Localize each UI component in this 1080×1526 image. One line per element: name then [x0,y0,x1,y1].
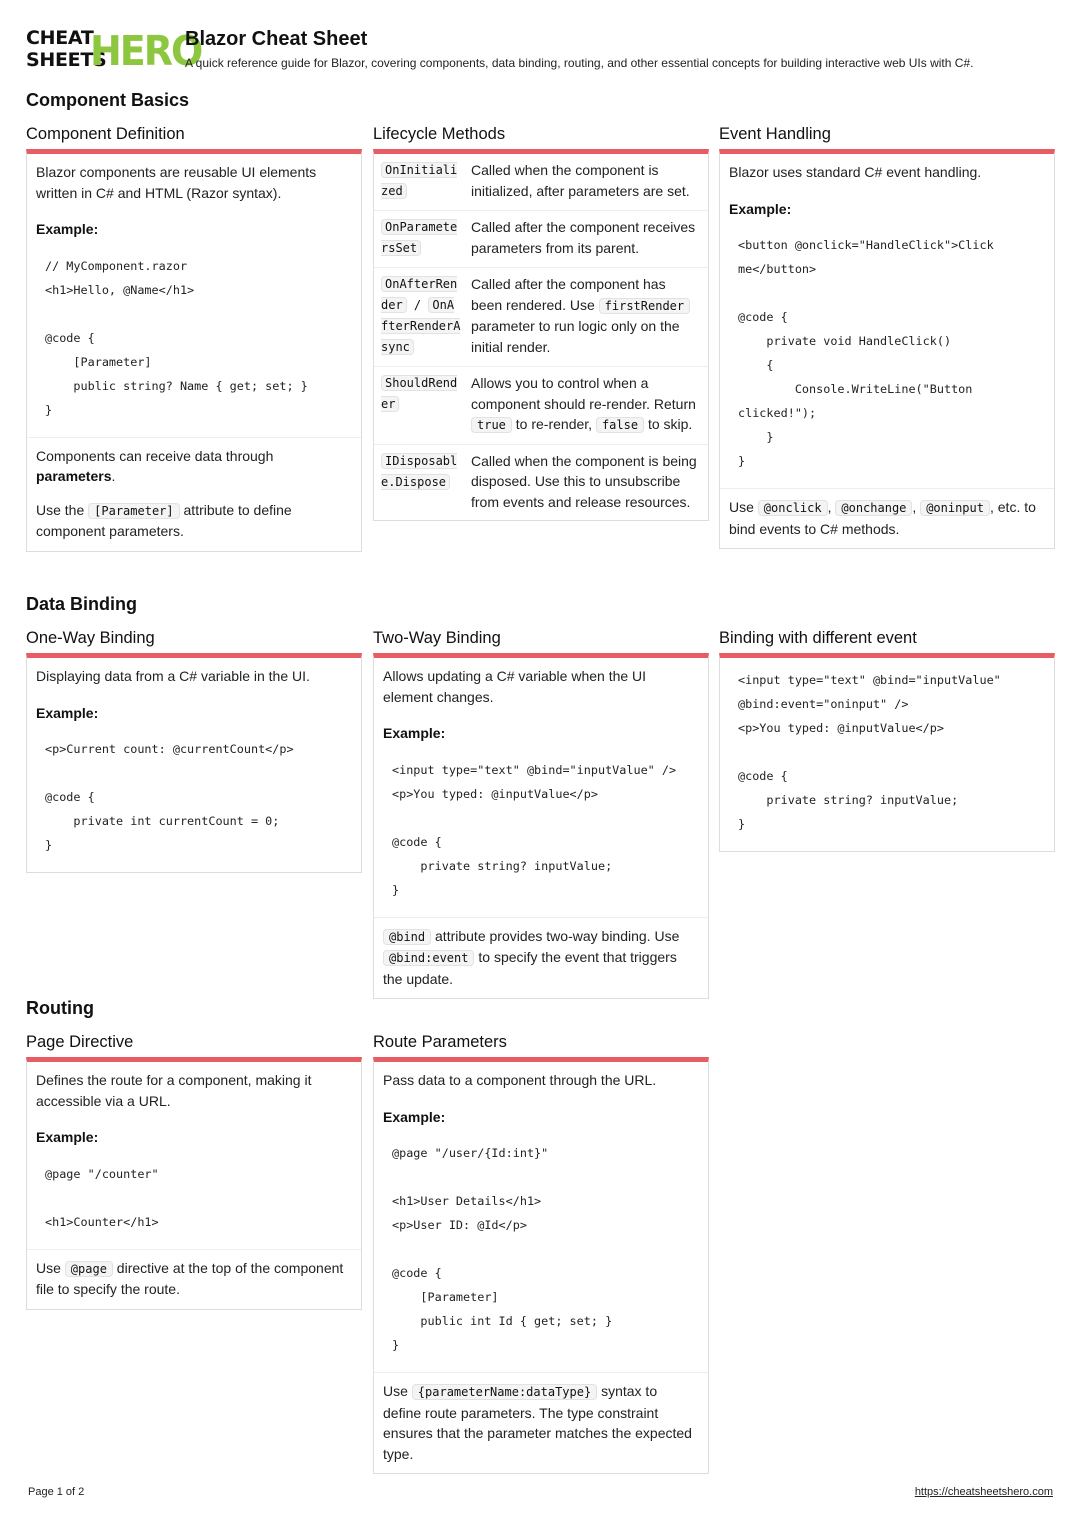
table-row: OnAfterRender / OnAfterRenderAsync Called after the component has been rendered. Use firstRender parameter to run logic only on the initial render. [374,268,708,367]
card-row [27,1250,361,1309]
table-row [374,154,708,211]
card-row [374,918,708,999]
card-title: Binding with different event [719,629,917,647]
code-block: @page "/counter" <h1>Counter</h1> [45,1166,159,1229]
card-title: Event Handling [719,125,831,143]
method-name: OnParametersSet [381,220,458,255]
card-body [26,1057,362,1310]
example-label: Example: [729,200,792,217]
card-binding-different-event [719,629,1055,852]
card-title: Component Definition [26,125,185,143]
page-description: A quick reference guide for Blazor, covering components, data binding, routing, and other essential concepts for building interactive web UIs with C#. [185,56,974,70]
table-row [374,367,708,445]
page-number: Page 1 of 2 [28,1486,85,1498]
method-description: Called after the component receives parameters from its parent. [471,219,696,256]
card-page-directive [26,1033,362,1310]
card-body [26,653,362,873]
card-event-handling [719,125,1055,549]
example-label: Example: [36,1129,99,1145]
logo-hero: HERO [90,27,202,75]
card-row [374,1373,708,1473]
card-title: Lifecycle Methods [373,125,506,143]
card-one-way-binding [26,629,362,873]
cheatsheetshero-logo[interactable] [26,27,202,75]
note-text: Use @page directive at the top of the component file to specify the route. [36,1259,344,1297]
card-route-parameters [373,1033,709,1474]
method-description: Allows you to control when a component should re-render. Return true to re-render, false to skip. [471,375,696,432]
card-title: One-Way Binding [26,629,155,647]
code-block: @page "/user/{Id:int}" <h1>User Details</h1> <p>User ID: @Id</p> @code { [Parameter] public int Id { get; set; } } [392,1146,613,1352]
card-row [720,489,1054,548]
page-header [26,24,1056,74]
card-row [374,658,708,918]
intro-text: Allows updating a C# variable when the UI element changes. [383,668,647,705]
card-component-definition [26,125,362,552]
note-text: Use @onclick , @onchange , @oninput , etc. to bind events to C# methods. [729,499,1036,537]
card-row [27,1062,361,1250]
table-row [374,211,708,268]
method-name: OnInitialized [381,163,458,198]
card-body [373,149,709,521]
code-block: <p>Current count: @currentCount</p> @code { private int currentCount = 0; } [45,742,294,852]
card-body [373,1057,709,1474]
method-description: Called after the component has been rendered. Use firstRender parameter to run logic only on the initial render. [461,274,699,358]
example-label: Example: [36,704,99,721]
card-row [27,658,361,872]
card-row [720,154,1054,489]
card-row [720,658,1054,851]
section-title-data-binding: Data Binding [26,594,137,614]
code-block: // MyComponent.razor <h1>Hello, @Name</h1> @code { [Parameter] public string? Name { get; set; } } [45,258,308,417]
method-name: IDisposable.Dispose [381,453,458,489]
page-title: Blazor Cheat Sheet [185,28,368,50]
code-block: <input type="text" @bind="inputValue" @bind:event="oninput" /> <p>You typed: @inputValue</p> @code { private string? inputValue; } [738,673,1001,831]
card-body [719,653,1055,852]
card-body [719,149,1055,549]
table-row [374,445,708,521]
note-text: Use the [Parameter] attribute to define component parameters. [36,501,292,539]
method-name: OnAfterRenderAsync [381,298,461,354]
code-block: <input type="text" @bind="inputValue" /> <p>You typed: @inputValue</p> @code { private string? inputValue; } [392,762,677,897]
card-title: Page Directive [26,1033,134,1051]
example-label: Example: [36,221,99,237]
method-description: Called when the component is being disposed. Use this to unsubscribe from events and release resources. [471,452,697,510]
card-body [26,149,362,552]
note-text: Use {parameterName:dataType} syntax to define route parameters. The type constraint ensures that the parameter matches the expected type. [383,1383,692,1462]
logo-line-cheat: CHEAT [26,27,94,49]
code-block: <button @onclick="HandleClick">Click me</button> @code { private void HandleClick() { Console.WriteLine("Button clicked!"); } } [738,238,994,468]
section-title-component-basics: Component Basics [26,90,190,110]
intro-text: Blazor components are reusable UI elements written in C# and HTML (Razor syntax). [36,164,317,201]
card-title: Route Parameters [373,1033,507,1051]
intro-text: Defines the route for a component, making it accessible via a URL. [36,1072,312,1109]
method-name: ShouldRender [381,376,458,411]
intro-text: Displaying data from a C# variable in the UI. [36,668,310,684]
card-two-way-binding [373,629,709,999]
example-label: Example: [383,1108,446,1125]
method-description: Called when the component is initialized, after parameters are set. [471,162,690,199]
intro-text: Blazor uses standard C# event handling. [729,164,982,180]
note-text: Components can receive data through parameters. [36,447,274,484]
card-lifecycle-methods [373,125,709,521]
section-title-routing: Routing [26,998,94,1018]
note-text: @bind attribute provides two-way binding. Use @bind:event to specify the event that triggers the update. [383,927,680,987]
card-row [27,438,361,551]
site-link[interactable]: https://cheatsheetshero.com [914,1486,1053,1498]
logo-line-sheets: SHEETS [26,49,107,71]
card-title: Two-Way Binding [373,629,501,647]
card-row [374,1062,708,1373]
example-label: Example: [383,725,446,741]
card-row [27,154,361,438]
card-body [373,653,709,999]
inline-code: [Parameter] [88,503,179,519]
intro-text: Pass data to a component through the URL. [383,1072,657,1088]
method-name: OnAfterRender [381,277,458,312]
